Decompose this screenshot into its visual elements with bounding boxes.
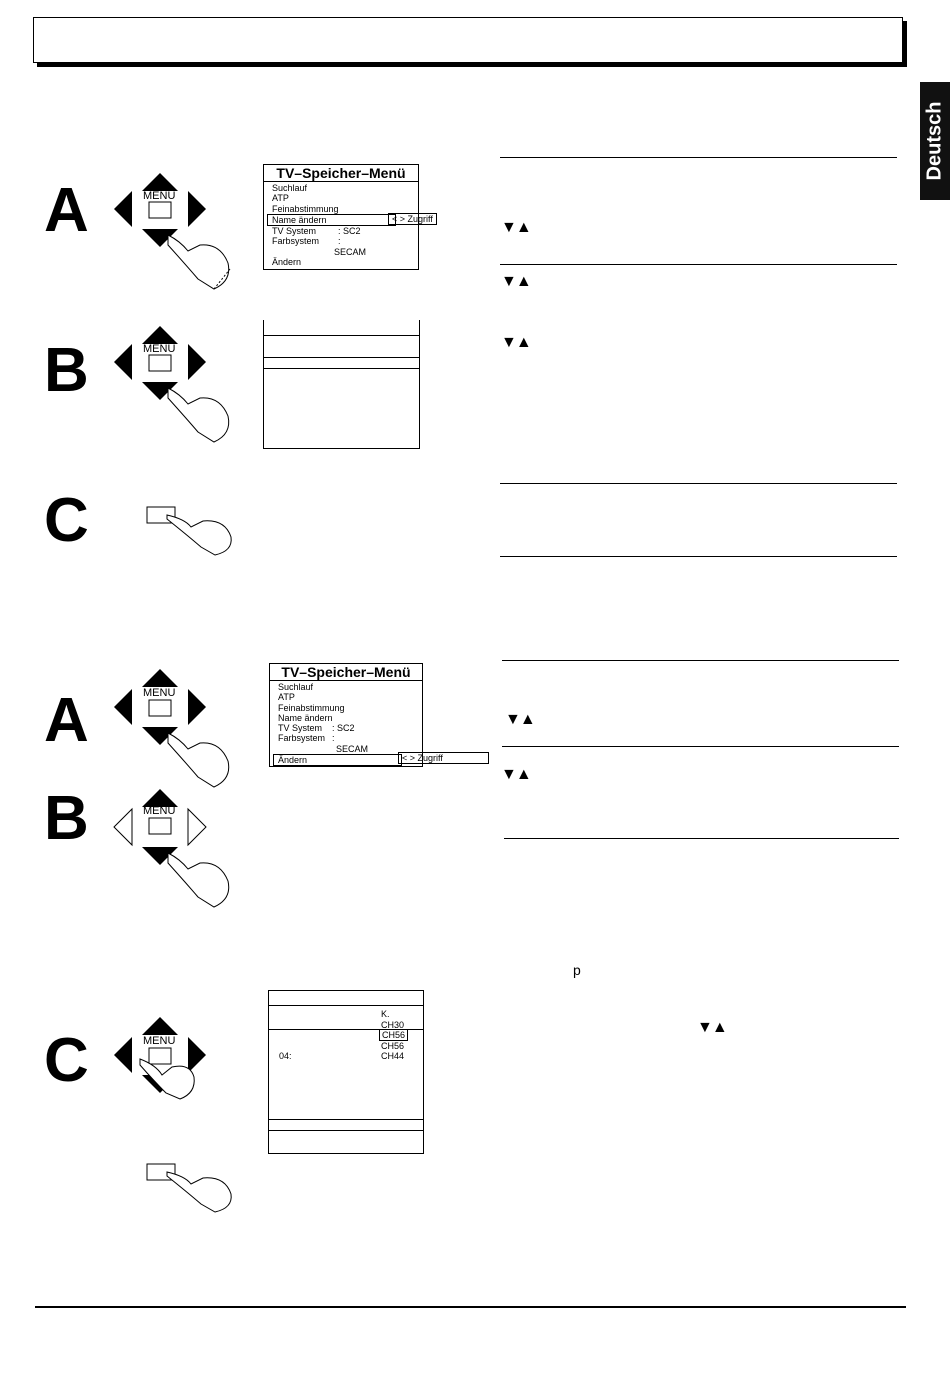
remote-pad-c2 (110, 1015, 240, 1115)
divider (504, 838, 899, 839)
step-letter-b1: B (44, 336, 89, 405)
menu-item-farbsystem[interactable] (264, 236, 418, 246)
step-letter-c2: C (44, 1026, 89, 1095)
down-up-arrows-icon: ▼▲ (501, 334, 531, 351)
divider (264, 335, 419, 336)
dpad-icon (110, 665, 240, 795)
divider (264, 368, 419, 369)
step-letter-a2: A (44, 686, 89, 755)
divider (502, 746, 899, 747)
step-letter-a1: A (44, 176, 89, 245)
remote-button-c2 (145, 1160, 245, 1220)
divider (264, 357, 419, 358)
menu-label-c2: MENU (143, 1035, 176, 1047)
language-tab-label: Deutsch (923, 101, 946, 181)
access-hint-2: < > Zugriff (398, 752, 489, 764)
dpad-icon (110, 165, 240, 295)
remote-pad-b2 (110, 785, 240, 915)
dpad-icon (110, 1015, 240, 1115)
dpad-icon (110, 320, 240, 450)
divider (500, 556, 897, 557)
menu-item-tv-system-label: TV System (272, 226, 317, 237)
menu-label-b2: MENU (143, 805, 176, 817)
divider (269, 1005, 423, 1006)
channel-row-label: 04: (279, 1051, 292, 1061)
menu-item-aendern[interactable]: Ändern (273, 754, 402, 766)
divider (502, 660, 899, 661)
blank-menu-b1 (263, 320, 420, 449)
channel-item-selected[interactable]: CH56 (379, 1029, 408, 1041)
divider (269, 1119, 423, 1120)
menu-label-b1: MENU (143, 343, 176, 355)
menu-title: TV–Speicher–Menü (264, 165, 418, 182)
down-up-arrows-icon: ▼▲ (501, 273, 531, 290)
down-up-arrows-icon: ▼▲ (501, 766, 531, 783)
menu-item-tv-system[interactable] (264, 226, 418, 236)
remote-pad-a2 (110, 665, 240, 795)
menu-label-a2: MENU (143, 687, 176, 699)
menu-label-a1: MENU (143, 190, 176, 202)
stray-glyph: p (573, 962, 581, 978)
down-up-arrows-icon: ▼▲ (697, 1019, 727, 1036)
press-button-icon (145, 505, 245, 560)
step-letter-b2: B (44, 784, 89, 853)
step-letter-c1: C (44, 486, 89, 555)
channel-item[interactable]: CH44 (381, 1051, 405, 1061)
farbsystem-separator: : (332, 733, 335, 744)
menu-item-suchlauf[interactable]: Suchlauf (272, 183, 308, 193)
menu-item-name-aendern[interactable]: Name ändern (278, 712, 333, 723)
menu-item-farbsystem[interactable] (270, 733, 422, 743)
press-button-icon (145, 1160, 245, 1220)
remote-button-c1 (145, 505, 245, 560)
divider (269, 1130, 423, 1131)
farbsystem-separator: : (338, 236, 341, 247)
menu-item-aendern[interactable]: Ändern (272, 257, 302, 268)
down-up-arrows-icon: ▼▲ (501, 219, 531, 236)
menu-item-farbsystem-label: Farbsystem (278, 733, 326, 744)
divider (500, 264, 897, 265)
farbsystem-value: SECAM (336, 743, 369, 754)
divider (500, 483, 897, 484)
remote-pad-a1 (110, 165, 240, 295)
language-tab (920, 82, 950, 200)
header-box (33, 17, 903, 63)
menu-item-tv-system-label: TV System (278, 723, 323, 734)
tv-system-value: : SC2 (338, 226, 361, 237)
menu-item-suchlauf[interactable]: Suchlauf (278, 682, 314, 692)
menu-title: TV–Speicher–Menü (270, 664, 422, 681)
tv-system-value: : SC2 (332, 723, 355, 734)
down-up-arrows-icon: ▼▲ (505, 711, 535, 728)
access-hint-1: < > Zugriff (388, 213, 437, 225)
menu-item-atp[interactable]: ATP (278, 692, 295, 703)
remote-pad-b1 (110, 320, 240, 450)
menu-item-feinabstimmung[interactable]: Feinabstimmung (278, 702, 345, 713)
menu-item-farbsystem-label: Farbsystem (272, 236, 320, 247)
menu-item-name-aendern[interactable]: Name ändern (267, 214, 396, 226)
channel-item[interactable]: CH30 (381, 1020, 405, 1030)
channel-list-box (268, 990, 424, 1154)
divider (500, 157, 897, 158)
channel-column-header: K. (381, 1009, 390, 1019)
farbsystem-value: SECAM (334, 246, 367, 257)
footer-rule (35, 1306, 906, 1308)
channel-item[interactable]: CH56 (381, 1041, 405, 1051)
menu-item-feinabstimmung[interactable]: Feinabstimmung (272, 203, 339, 214)
menu-item-tv-system[interactable] (270, 723, 422, 733)
menu-item-atp[interactable]: ATP (272, 193, 289, 204)
